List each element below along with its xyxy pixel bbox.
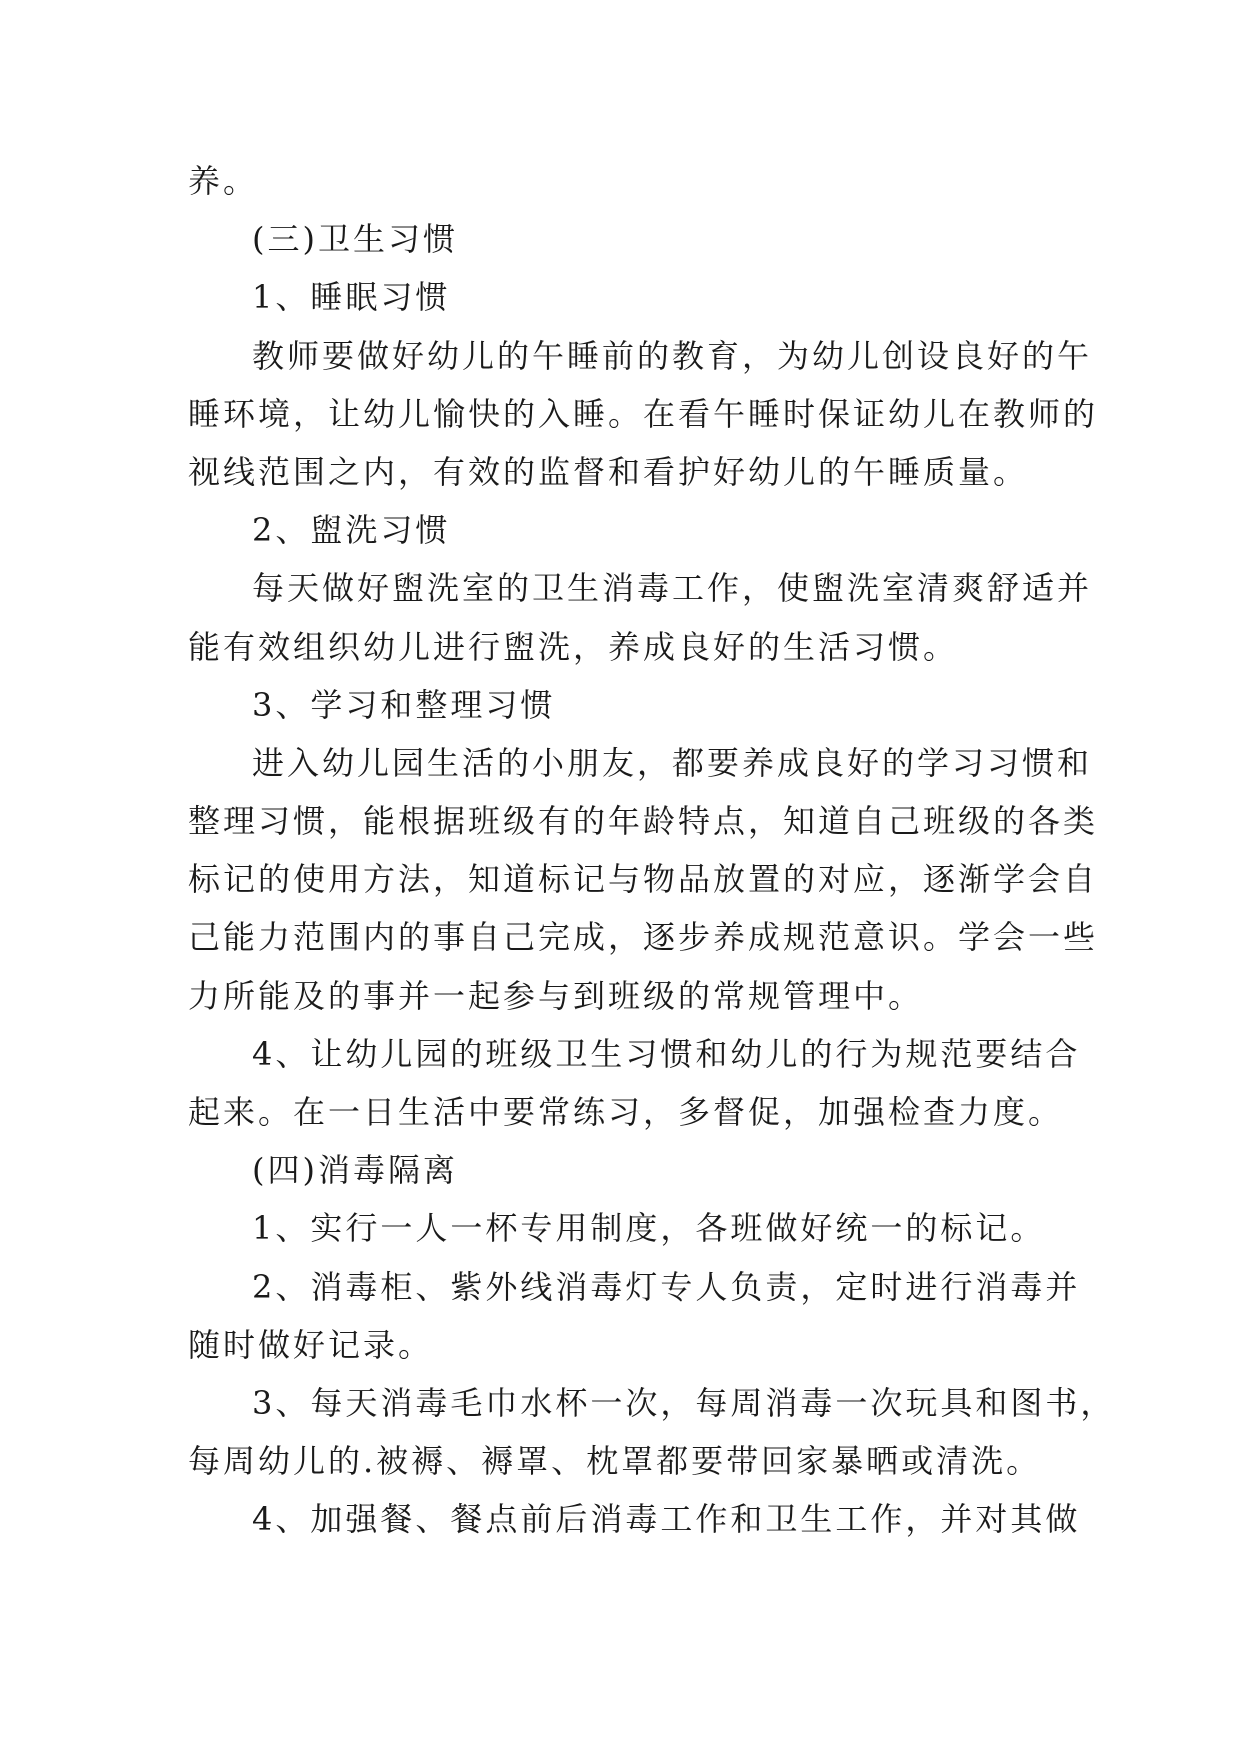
section-heading-disinfection: (四)消毒隔离: [252, 1151, 458, 1190]
paragraph-line: 视线范围之内，有效的监督和看护好幼儿的午睡质量。: [188, 452, 1029, 491]
paragraph-line: 进入幼儿园生活的小朋友，都要养成良好的学习习惯和: [252, 743, 1093, 782]
paragraph-line: 起来。在一日生活中要常练习，多督促，加强检查力度。: [188, 1093, 1064, 1131]
paragraph-line: 每天做好盥洗室的卫生消毒工作，使盥洗室清爽舒适并: [252, 569, 1093, 608]
paragraph-line: 随时做好记录。: [188, 1325, 434, 1364]
paragraph-line: 每周幼儿的.被褥、褥罩、枕罩都要带回家暴晒或清洗。: [188, 1442, 1042, 1481]
section-heading-hygiene-habits: (三)卫生习惯: [252, 220, 458, 259]
paragraph-line: 教师要做好幼儿的午睡前的教育，为幼儿创设良好的午: [252, 336, 1093, 375]
document-page: [188, 152, 1116, 1549]
list-item-3: 3、每天消毒毛巾水杯一次，每周消毒一次玩具和图书，: [252, 1383, 1116, 1422]
list-item-4-disinfection: 4、加强餐、餐点前后消毒工作和卫生工作，并对其做: [252, 1500, 1081, 1539]
paragraph-line: 睡环境，让幼儿愉快的入睡。在看午睡时保证幼儿在教师的: [188, 394, 1099, 433]
paragraph-continuation: 养。: [188, 162, 259, 200]
paragraph-line: 己能力范围内的事自己完成，逐步养成规范意识。学会一些: [188, 918, 1099, 957]
subheading-sleep-habits: 1、睡眠习惯: [252, 278, 451, 317]
paragraph-line: 力所能及的事并一起参与到班级的常规管理中。: [188, 976, 924, 1015]
subheading-study-habits: 3、学习和整理习惯: [252, 685, 556, 724]
paragraph-line: 能有效组织幼儿进行盥洗，养成良好的生活习惯。: [188, 627, 959, 666]
list-item-4: 4、让幼儿园的班级卫生习惯和幼儿的行为规范要结合: [252, 1034, 1081, 1073]
subheading-washing-habits: 2、盥洗习惯: [252, 511, 451, 550]
paragraph-line: 标记的使用方法，知道标记与物品放置的对应，逐渐学会自: [188, 860, 1099, 899]
list-item-2: 2、消毒柜、紫外线消毒灯专人负责，定时进行消毒并: [252, 1267, 1081, 1306]
paragraph-line: 整理习惯，能根据班级有的年龄特点，知道自己班级的各类: [188, 802, 1099, 841]
list-item-1: 1、实行一人一杯专用制度，各班做好统一的标记。: [252, 1209, 1046, 1248]
